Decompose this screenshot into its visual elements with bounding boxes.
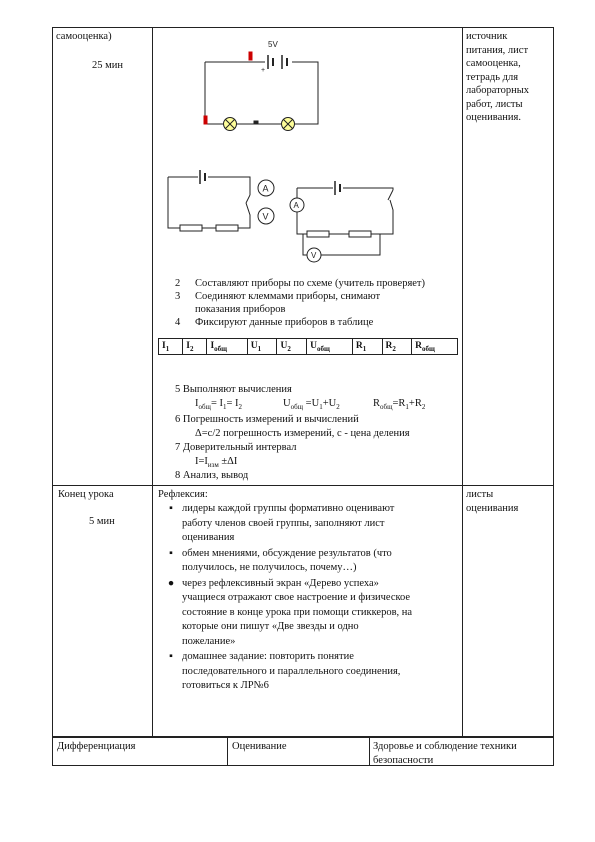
right-circuit (290, 181, 393, 262)
step-7: 7 Доверительный интервал (175, 442, 297, 453)
bullet-icon: ▪ (169, 503, 173, 514)
health-safety-header (373, 740, 551, 767)
text-line: состояние в конце урока при помощи стиккеров, на (182, 606, 413, 618)
header-line: безопасности (373, 754, 434, 766)
list-item (160, 650, 460, 694)
ammeter-icon: A (262, 183, 269, 194)
resource-line: работ, листы (466, 98, 523, 110)
table-header-cell (207, 339, 247, 355)
header-symbol: R (415, 340, 423, 351)
measurement-table (158, 338, 458, 355)
self-assessment-label: самооценка) (56, 31, 112, 42)
list-item (160, 577, 460, 650)
resource-line: питания, лист (466, 44, 529, 56)
bullet-icon: ● (167, 577, 175, 589)
header-symbol: R (355, 340, 363, 351)
header-subscript: 1 (257, 344, 262, 353)
text-line: лидеры каждой группы формативно оценивают (182, 503, 395, 514)
list-item-text (182, 577, 460, 650)
lamp-icon (282, 118, 295, 131)
header-symbol: I (162, 340, 166, 351)
header-symbol: U (310, 340, 317, 351)
table-header-cell (352, 339, 382, 355)
circuit-diagrams (0, 0, 595, 280)
stage-time: 25 мин (92, 60, 124, 71)
end-stage-time: 5 мин (89, 516, 115, 527)
battery-plus: + (261, 67, 266, 74)
formula-voltage: $U_{общ} =U_1+U_2$ (283, 398, 340, 412)
formula-resistance: $R_{общ}=R_1+R_2$ (373, 398, 426, 412)
bottom-divider-1 (227, 737, 228, 766)
reflection-list (160, 502, 460, 695)
header-symbol: I (186, 340, 190, 351)
voltmeter-icon: V (311, 251, 317, 260)
resource-line: оценивания. (466, 112, 521, 123)
header-line: Здоровье и соблюдение техники (373, 741, 517, 752)
step-text: Составляют приборы по схеме (учитель проверяет) (195, 278, 426, 289)
table-header-cell (247, 339, 277, 355)
row-divider (52, 485, 554, 486)
header-symbol: U (250, 340, 258, 351)
header-subscript: 1 (165, 344, 170, 353)
step-item (175, 303, 465, 316)
formula-current: $I_{общ}= I_1= I_2$ (195, 398, 243, 412)
table-header-cell (277, 339, 307, 355)
table-header-cell (183, 339, 207, 355)
resource-line: источник (466, 31, 508, 42)
differentiation-header: Дифференциация (57, 741, 136, 752)
end-resources (466, 488, 518, 515)
step-5: 5 Выполняют вычисления (175, 384, 292, 395)
voltage-label: 5V (268, 40, 278, 49)
text-line: через рефлексивный экран «Дерево успеха» (182, 577, 379, 589)
assessment-header: Оценивание (232, 741, 287, 752)
resource-line: оценивания (466, 502, 519, 514)
ammeter-icon: A (293, 201, 299, 210)
header-subscript: 2 (392, 344, 396, 353)
resource-line: самооценка, (466, 58, 521, 69)
table-header-cell (307, 339, 353, 355)
voltmeter-icon: V (262, 211, 269, 222)
step-number (175, 303, 195, 316)
step-number: 2 (175, 278, 181, 289)
header-subscript: общ (214, 344, 228, 353)
bottom-divider-2 (369, 737, 370, 766)
step-8: 8 Анализ, вывод (175, 470, 249, 481)
step-text: Соединяют клеммами приборы, снимают (195, 291, 381, 302)
text-line: получилось, не получилось, почему…) (182, 562, 357, 573)
interval-formula: $I=I_{изм} \pm\Delta I$ (195, 456, 238, 470)
table-header-cell (382, 339, 412, 355)
text-line: которые они пишут «Две звезды и одно (182, 621, 359, 632)
step-item (175, 277, 465, 290)
header-symbol: R (385, 340, 393, 351)
error-formula: Δ=c/2 погрешность измерений, c - цена деления (195, 428, 410, 439)
header-subscript: общ (422, 344, 435, 353)
step-item (175, 316, 465, 329)
step-text: показания приборов (195, 304, 286, 315)
list-item-text (182, 502, 460, 546)
step-6: 6 Погрешность измерений и вычислений (175, 414, 359, 425)
text-line: последовательного и параллельного соединения, (182, 665, 401, 677)
text-line: оценивания (182, 532, 235, 543)
bullet-icon: ▪ (169, 651, 173, 662)
list-item (160, 502, 460, 546)
header-subscript: 2 (189, 344, 194, 353)
header-subscript: общ (316, 344, 330, 353)
text-line: учащиеся отражают свое настроение и физическое (182, 592, 411, 603)
lamp-icon (224, 118, 237, 131)
text-line: работу членов своей группы, заполняют лист (182, 517, 385, 529)
header-symbol: U (280, 340, 288, 351)
step-item (175, 290, 465, 303)
table-header-cell (159, 339, 183, 355)
bullet-icon: ▪ (169, 547, 173, 559)
table-header-cell (412, 339, 458, 355)
step-number: 4 (175, 317, 181, 328)
list-item-text (182, 650, 460, 694)
work-steps (175, 277, 465, 329)
header-subscript: 1 (362, 344, 367, 353)
end-stage-label: Конец урока (58, 489, 114, 500)
header-symbol: I (210, 340, 215, 351)
header-subscript: 2 (287, 344, 291, 353)
resource-line: листы (466, 489, 494, 500)
text-line: готовиться к ЛР№6 (182, 680, 269, 691)
left-circuit (168, 170, 274, 231)
resource-line: лабораторных (466, 85, 530, 96)
text-line: пожелание» (182, 635, 236, 647)
list-item (160, 547, 460, 576)
step-text: Фиксируют данные приборов в таблице (195, 317, 374, 328)
step-number: 3 (175, 291, 181, 302)
list-item-text (182, 547, 460, 576)
text-line: домашнее задание: повторить понятие (182, 651, 354, 662)
reflection-title: Рефлексия: (158, 489, 208, 500)
text-line: обмен мнениями, обсуждение результатов (что (182, 547, 392, 559)
series-circuit (204, 52, 318, 124)
resource-line: тетрадь для (466, 71, 519, 83)
